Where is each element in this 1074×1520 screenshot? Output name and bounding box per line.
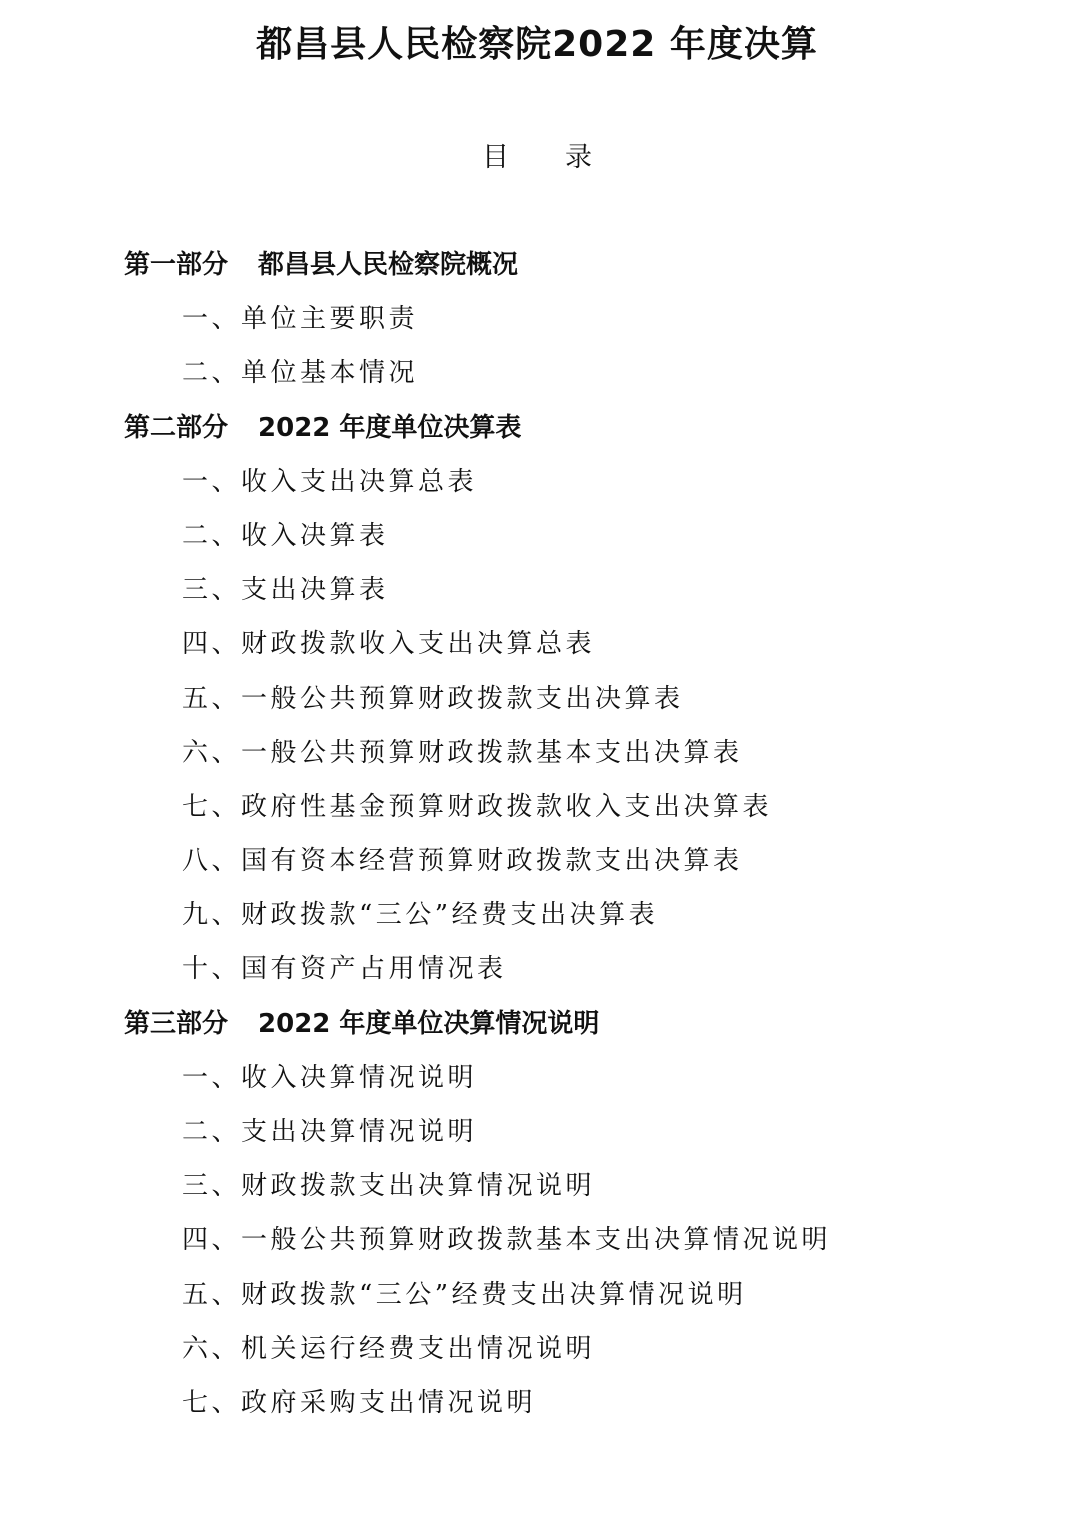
- toc-item: 一、收入支出决算总表: [182, 466, 478, 497]
- toc-part-heading: [124, 408, 1024, 462]
- toc-item: 七、政府性基金预算财政拨款收入支出决算表: [182, 791, 773, 822]
- toc-heading: [0, 138, 1074, 178]
- toc-heading-char-1: 目: [482, 142, 509, 173]
- toc-item: 五、财政拨款“三公”经费支出决算情况说明: [182, 1279, 747, 1310]
- toc-item: 七、政府采购支出情况说明: [182, 1387, 537, 1418]
- toc-part-label: 第二部分: [124, 412, 229, 443]
- toc-item: 八、国有资本经营预算财政拨款支出决算表: [182, 846, 743, 877]
- toc-item: 六、机关运行经费支出情况说明: [182, 1333, 596, 1364]
- toc-part-label: 第一部分: [124, 250, 229, 280]
- toc-part-title: 2022 年度单位决算表: [258, 412, 522, 443]
- toc-item: 一、单位主要职责: [182, 304, 419, 335]
- toc-item: 五、一般公共预算财政拨款支出决算表: [182, 683, 684, 714]
- toc-item: 一、收入决算情况说明: [182, 1062, 478, 1093]
- document-title: 都昌县人民检察院2022 年度决算: [256, 24, 818, 65]
- toc-part-title: 都昌县人民检察院概况: [258, 250, 519, 280]
- table-of-contents: [124, 245, 1024, 1437]
- toc-item: 二、单位基本情况: [182, 358, 419, 389]
- toc-part-heading: [124, 245, 1024, 299]
- toc-item: 四、财政拨款收入支出决算总表: [182, 629, 596, 660]
- toc-item: 三、支出决算表: [182, 575, 389, 606]
- toc-heading-char-2: 录: [565, 142, 592, 173]
- toc-item: 三、财政拨款支出决算情况说明: [182, 1171, 596, 1202]
- toc-part-heading: [124, 1004, 1024, 1058]
- toc-item: 六、一般公共预算财政拨款基本支出决算表: [182, 737, 743, 768]
- toc-item: 二、收入决算表: [182, 520, 389, 551]
- toc-item: 九、财政拨款“三公”经费支出决算表: [182, 900, 659, 931]
- toc-item: 二、支出决算情况说明: [182, 1117, 478, 1147]
- toc-item: 十、国有资产占用情况表: [182, 954, 507, 985]
- toc-part-title: 2022 年度单位决算情况说明: [258, 1008, 600, 1039]
- toc-part-label: 第三部分: [124, 1008, 229, 1039]
- toc-item: 四、一般公共预算财政拨款基本支出决算情况说明: [182, 1225, 832, 1256]
